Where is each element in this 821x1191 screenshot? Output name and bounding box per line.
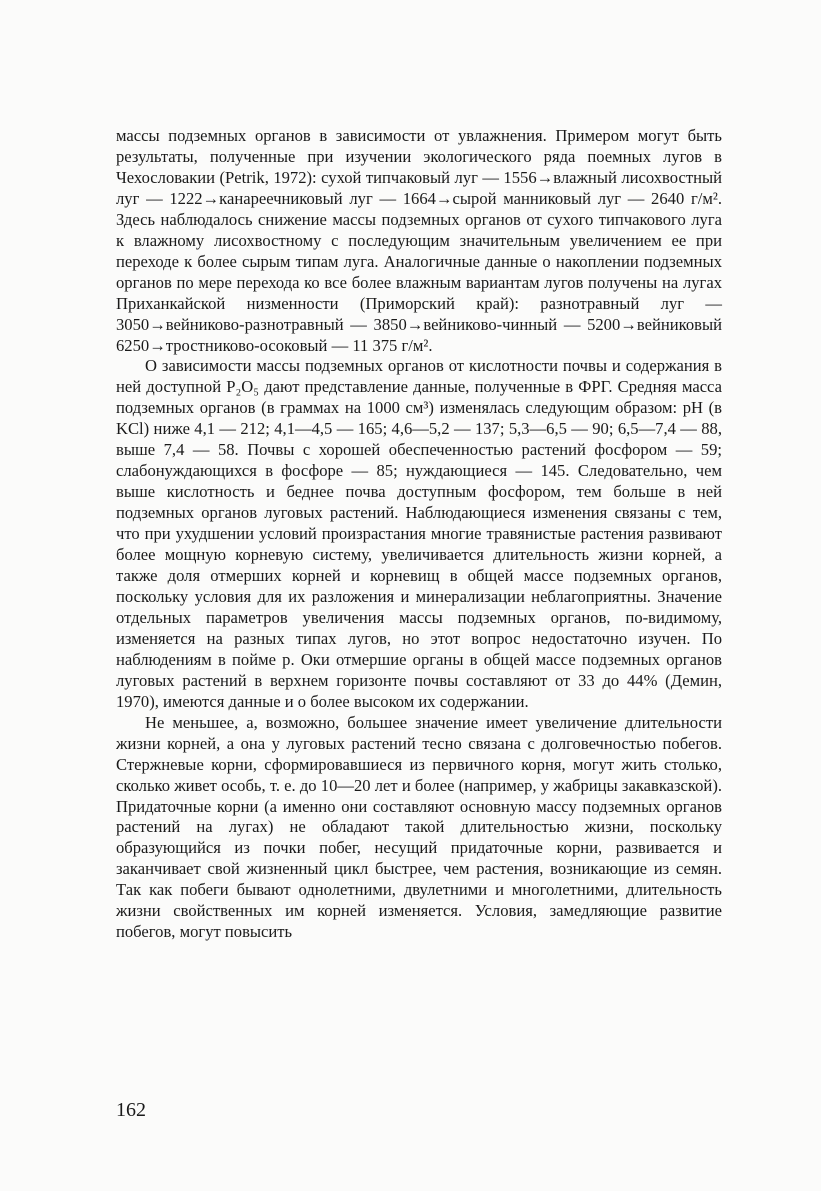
body-text [116, 126, 722, 943]
paragraph-2: О зависимости массы подземных органов от кислотности почвы и содержания в ней доступной P₂O₅ дают представление данные, полученные в ФРГ. Средняя масса подземных органов (в граммах на 1000 см³) изменялась следующим образом: pH (в KCl) ниже 4,1 — 212; 4,1—4,5 — 165; 4,6—5,2 — 137; 5,3—6,5 — 90; 6,5—7,4 — 88, выше 7,4 — 58. Почвы с хорошей обеспеченностью растений фосфором — 59; слабонуждающихся в фосфоре — 85; нуждающиеся — 145. Следовательно, чем выше кислотность и беднее почва доступным фосфором, тем больше в ней подземных органов луговых растений. Наблюдающиеся изменения связаны с тем, что при ухудшении условий произрастания многие травянистые растения развивают более мощную корневую систему, увеличивается длительность жизни корней, а также доля отмерших корней и корневищ в общей массе подземных органов, поскольку условия для их разложения и минерализации неблагоприятны. Значение отдельных параметров увеличения массы подземных органов, по-видимому, изменяется на разных типах лугов, но этот вопрос недостаточно изучен. По наблюдениям в пойме р. Оки отмершие органы в общей массе подземных органов луговых растений в верхнем горизонте почвы составляют от 33 до 44% (Демин, 1970), имеются данные и о более высоком их содержании. [116, 356, 722, 711]
page-number: 162 [116, 1099, 146, 1121]
paragraph-1: массы подземных органов в зависимости от увлажнения. Примером могут быть результаты, полученные при изучении экологического ряда поемных лугов в Чехословакии (Petrik, 1972): сухой типчаковый луг — 1556→влажный лисохвостный луг — 1222→канареечниковый луг — 1664→сырой манниковый луг — 2640 г/м². Здесь наблюдалось снижение массы подземных органов от сухого типчакового луга к влажному лисохвостному с последующим значительным увеличением ее при переходе к более сырым типам луга. Аналогичные данные о накоплении подземных органов по мере перехода ко все более влажным вариантам лугов получены на лугах Приханкайской низменности (Приморский край): разнотравный луг — 3050→вейниково-разнотравный — 3850→вейниково-чинный — 5200→вейниковый 6250→тростниково-осоковый — 11 375 г/м². [116, 126, 722, 355]
paragraph-3: Не меньшее, а, возможно, большее значение имеет увеличение длительности жизни корней, а она у луговых растений тесно связана с долговечностью побегов. Стержневые корни, сформировавшиеся из первичного корня, могут жить столько, сколько живет особь, т. е. до 10—20 лет и более (например, у жабрицы закавказской). Придаточные корни (а именно они составляют основную массу подземных органов растений на лугах) не обладают такой длительностью жизни, поскольку образующийся из почки побег, несущий придаточные корни, развивается и заканчивает свой жизненный цикл быстрее, чем растения, возникающие из семян. Так как побеги бывают однолетними, двулетними и многолетними, длительность жизни свойственных им корней изменяется. Условия, замедляющие развитие побегов, могут повысить [116, 712, 722, 942]
